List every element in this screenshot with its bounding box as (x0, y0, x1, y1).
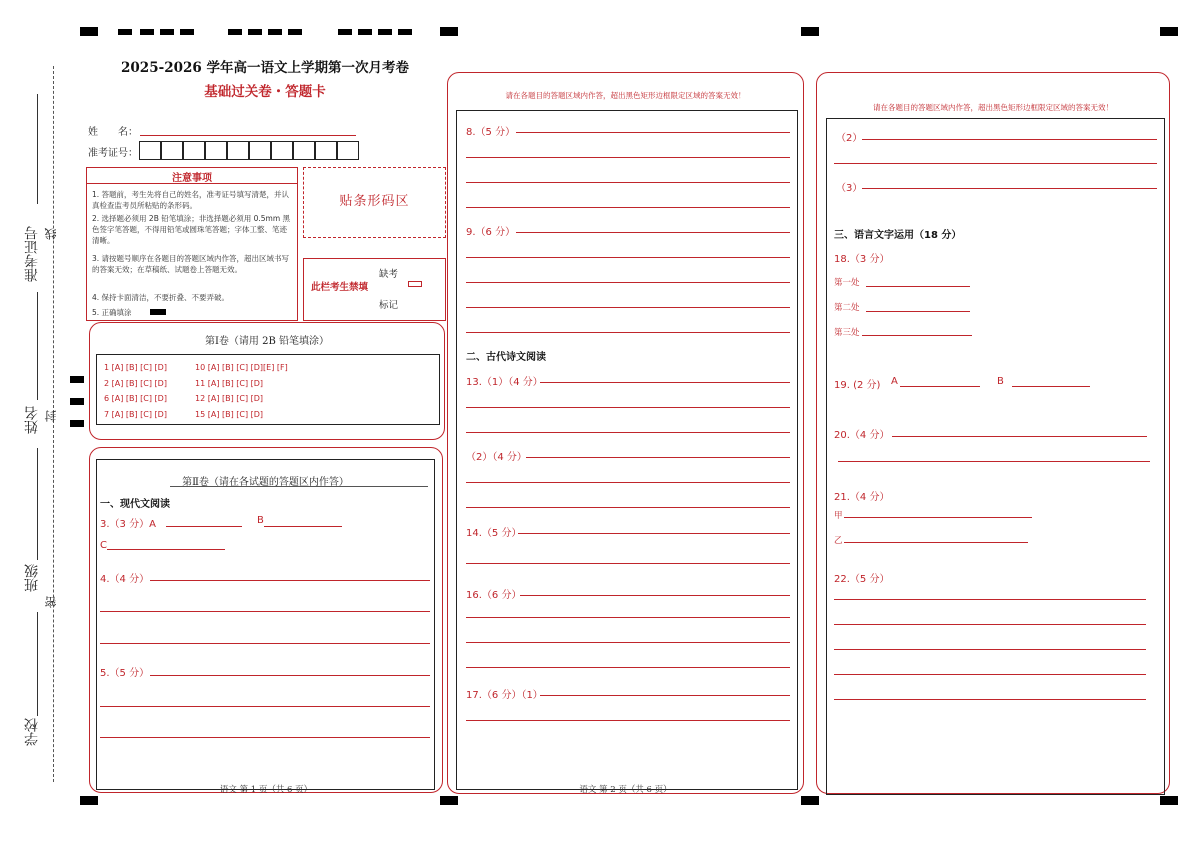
answer-line[interactable] (107, 549, 225, 550)
column3-warning: 请在各题目的答题区域内作答，超出黑色矩形边框限定区域的答案无效！ (873, 103, 1113, 112)
page-footer: 语文 第 1 页（共 6 页） (219, 785, 313, 795)
answer-line[interactable] (862, 188, 1157, 189)
position-mark (440, 27, 458, 36)
answer-line[interactable] (526, 457, 790, 458)
answer-line[interactable] (466, 617, 790, 618)
exam-no-boxes[interactable] (139, 141, 360, 160)
answer-line[interactable] (834, 599, 1146, 600)
answer-line[interactable] (520, 595, 790, 596)
position-mark (358, 29, 372, 35)
section3-heading: 三、语言文字运用（18 分） (834, 230, 962, 241)
binding-underline (37, 292, 38, 400)
binding-seal-label: 封 (44, 410, 58, 422)
exam-no-digit-box[interactable] (315, 141, 337, 160)
answer-line[interactable] (466, 667, 790, 668)
notice-title: 注意事项 (172, 173, 212, 184)
answer-line[interactable] (466, 432, 790, 433)
position-mark (801, 27, 819, 36)
q18-point1-label: 第一处 (834, 278, 860, 288)
exam-no-digit-box[interactable] (293, 141, 315, 160)
q5-label: 5.（5 分） (100, 668, 150, 679)
q16-label: 16.（6 分） (466, 590, 522, 601)
exam-no-digit-box[interactable] (337, 141, 359, 160)
position-mark (1160, 27, 1178, 36)
exam-no-digit-box[interactable] (271, 141, 293, 160)
q19-label: 19. (2 分) (834, 380, 881, 391)
answer-line[interactable] (466, 482, 790, 483)
mcq-row[interactable]: 6 [A] [B] [C] [D] (104, 394, 167, 403)
position-mark (398, 29, 412, 35)
position-mark (118, 29, 132, 35)
answer-line[interactable] (516, 132, 790, 133)
notice-item: 2. 选择题必须用 2B 铅笔填涂；非选择题必须用 0.5mm 黑色签字笔答题，不得用铅笔或圆珠笔答题；字体工整、笔迹清晰。 (92, 214, 291, 245)
position-mark (80, 27, 98, 36)
answer-line[interactable] (518, 533, 790, 534)
answer-line[interactable] (838, 461, 1150, 462)
binding-underline (37, 94, 38, 204)
exam-no-digit-box[interactable] (249, 141, 271, 160)
binding-exam-no-label: 准考证号 (24, 226, 40, 282)
notice-item: 4. 保持卡面清洁，不要折叠、不要弄破。 (92, 293, 230, 302)
position-mark (70, 420, 84, 427)
binding-dashed-line (53, 66, 54, 782)
answer-line[interactable] (466, 507, 790, 508)
answer-line[interactable] (100, 643, 430, 644)
notice-item: 3. 请按题号顺序在各题目的答题区域内作答，超出区域书写的答案无效；在草稿纸、试题卷上答题无效。 (92, 254, 290, 274)
answer-line[interactable] (466, 282, 790, 283)
mcq-row[interactable]: 7 [A] [B] [C] [D] (104, 410, 167, 419)
notice-item: 5. 正确填涂 (92, 308, 132, 317)
answer-line[interactable] (862, 335, 972, 336)
exam-no-digit-box[interactable] (227, 141, 249, 160)
answer-line[interactable] (466, 642, 790, 643)
q3c-label: C (100, 540, 107, 551)
position-mark (288, 29, 302, 35)
answer-line[interactable] (892, 436, 1147, 437)
q19a-label: A (891, 376, 898, 387)
student-name-label: 姓 名： (88, 127, 138, 138)
position-mark (338, 29, 352, 35)
answer-line[interactable] (900, 386, 980, 387)
q9-label: 9.（6 分） (466, 227, 516, 238)
column3-answer-frame (826, 118, 1165, 795)
q18-point3-label: 第三处 (834, 328, 860, 338)
answer-line[interactable] (516, 232, 790, 233)
q17-label: 17.（6 分）（1） (466, 690, 543, 701)
student-name-field[interactable] (140, 135, 356, 136)
section2-heading: 二、古代诗文阅读 (466, 352, 546, 363)
q22-label: 22.（5 分） (834, 574, 890, 585)
barcode-label: 贴条形码区 (339, 194, 410, 209)
q3b-label: B (257, 515, 264, 526)
q2-label: （2） (836, 133, 863, 144)
position-mark (160, 29, 174, 35)
notice-item: 1. 答题前，考生先将自己的姓名，准考证号填写清楚，并认真检查监考员所粘贴的条形码。 (92, 190, 290, 210)
q13-label: 13.（1）（4 分） (466, 377, 543, 388)
answer-line[interactable] (834, 674, 1146, 675)
binding-underline (37, 448, 38, 560)
answer-line[interactable] (466, 563, 790, 564)
part2-title: 第Ⅱ卷（请在各试题的答题区内作答） (182, 477, 349, 488)
answer-line[interactable] (834, 624, 1146, 625)
mcq-row[interactable]: 1 [A] [B] [C] [D] (104, 363, 167, 372)
exam-subtitle: 基础过关卷・答题卡 (204, 84, 326, 100)
q20-label: 20.（4 分） (834, 430, 890, 441)
position-mark (801, 796, 819, 805)
position-mark (70, 398, 84, 405)
answer-line[interactable] (100, 737, 430, 738)
exam-no-label: 准考证号： (88, 148, 138, 159)
answer-line[interactable] (834, 163, 1157, 164)
answer-line[interactable] (100, 611, 430, 612)
answer-line[interactable] (264, 526, 342, 527)
binding-underline (37, 612, 38, 716)
position-mark (180, 29, 194, 35)
binding-line-label: 线 (44, 228, 58, 240)
page-footer: 语文 第 2 页（共 6 页） (579, 785, 672, 795)
binding-school-label: 学校 (24, 718, 40, 746)
q3-sub-label: （3） (836, 183, 863, 194)
answer-line[interactable] (466, 207, 790, 208)
part1-title: 第Ⅰ卷（请用 2B 铅笔填涂） (204, 336, 330, 347)
q13b-label: （2）（4 分） (466, 452, 527, 463)
position-mark (268, 29, 282, 35)
absent-label: 缺考 (379, 269, 399, 280)
answer-line[interactable] (844, 517, 1032, 518)
binding-name-label: 姓名 (24, 406, 40, 434)
answer-line[interactable] (540, 695, 790, 696)
mcq-row[interactable]: 12 [A] [B] [C] [D] (195, 394, 264, 403)
position-mark (1160, 796, 1178, 805)
column2-warning: 请在各题目的答题区域内作答，超出黑色矩形边框限定区域的答案无效！ (505, 91, 746, 100)
answer-line[interactable] (166, 526, 242, 527)
answer-line[interactable] (150, 675, 430, 676)
q21a-label: 甲 (834, 511, 843, 521)
position-mark (70, 376, 84, 383)
answer-line[interactable] (1012, 386, 1090, 387)
answer-line[interactable] (150, 580, 430, 581)
position-mark (228, 29, 242, 35)
position-mark (378, 29, 392, 35)
answer-line[interactable] (466, 157, 790, 158)
mcq-row[interactable]: 11 [A] [B] [C] [D] (195, 379, 264, 388)
exam-no-digit-box[interactable] (139, 141, 161, 160)
q21b-label: 乙 (834, 536, 843, 546)
absent-bubble[interactable] (408, 281, 422, 287)
answer-line[interactable] (100, 706, 430, 707)
q18-point2-label: 第二处 (834, 303, 860, 313)
answer-line[interactable] (862, 139, 1157, 140)
filled-bubble-sample (150, 309, 166, 315)
answer-line[interactable] (466, 307, 790, 308)
answer-line[interactable] (834, 699, 1146, 700)
absent-forbid-label: 此栏考生禁填 (311, 282, 369, 293)
q18-label: 18.（3 分） (834, 254, 890, 265)
exam-title: 2025-2026 学年高一语文上学期第一次月考卷 (121, 60, 409, 76)
position-mark (140, 29, 154, 35)
part2-title-line (170, 486, 428, 487)
answer-line[interactable] (466, 407, 790, 408)
answer-line[interactable] (466, 182, 790, 183)
q21-label: 21.（4 分） (834, 492, 890, 503)
answer-line[interactable] (540, 382, 790, 383)
mcq-row[interactable]: 2 [A] [B] [C] [D] (104, 379, 167, 388)
q3-label: 3.（3 分）A (100, 519, 156, 530)
answer-line[interactable] (834, 649, 1146, 650)
binding-secret-label: 密 (44, 596, 58, 608)
q14-label: 14.（5 分） (466, 528, 522, 539)
mcq-row[interactable]: 15 [A] [B] [C] [D] (195, 410, 264, 419)
answer-line[interactable] (844, 542, 1028, 543)
position-mark (440, 796, 458, 805)
exam-no-digit-box[interactable] (205, 141, 227, 160)
q19b-label: B (997, 376, 1004, 387)
position-mark (248, 29, 262, 35)
exam-no-digit-box[interactable] (183, 141, 205, 160)
answer-line[interactable] (466, 720, 790, 721)
position-mark (80, 796, 98, 805)
binding-class-label: 班级 (24, 564, 40, 592)
absent-mark-label: 标记 (379, 300, 399, 311)
answer-line[interactable] (466, 257, 790, 258)
answer-line[interactable] (466, 332, 790, 333)
answer-line[interactable] (866, 286, 970, 287)
q8-label: 8.（5 分） (466, 127, 516, 138)
answer-line[interactable] (866, 311, 970, 312)
mcq-row[interactable]: 10 [A] [B] [C] [D][E] [F] (195, 363, 288, 372)
exam-no-digit-box[interactable] (161, 141, 183, 160)
section1-heading: 一、现代文阅读 (100, 499, 170, 510)
q4-label: 4.（4 分） (100, 574, 150, 585)
